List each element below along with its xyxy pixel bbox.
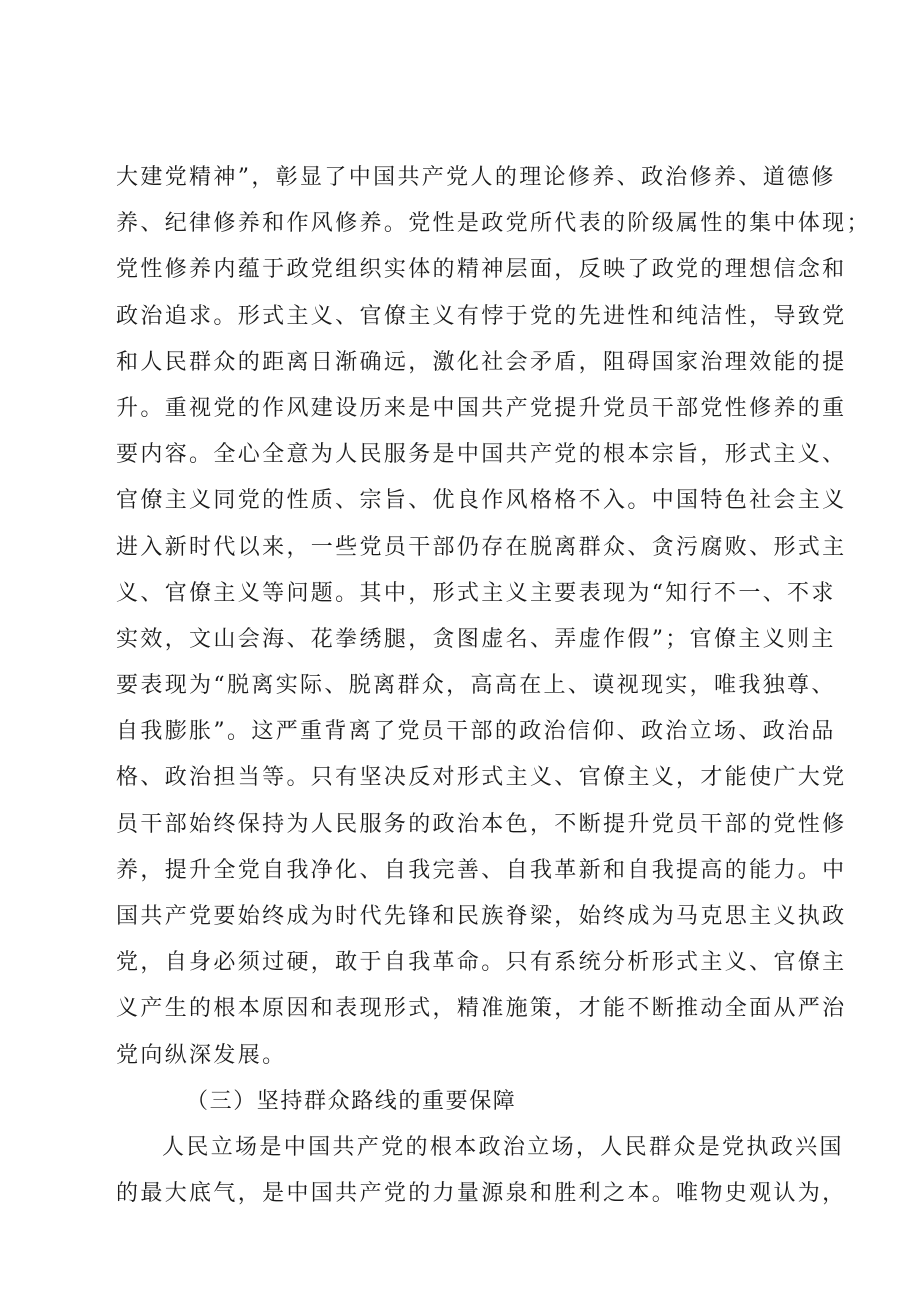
text-line: 要内容。全心全意为人民服务是中国共产党的根本宗旨，形式主义、: [116, 442, 847, 468]
text-line: 党性修养内蕴于政党组织实体的精神层面，反映了政党的理想信念和: [116, 257, 847, 283]
text-line: 党，自身必须过硬，敢于自我革命。只有系统分析形式主义、官僚主: [116, 950, 847, 976]
text-line: 实效，文山会海、花拳绣腿，贪图虚名、弄虚作假”；官僚主义则主: [116, 626, 836, 652]
text-line: 国共产党要始终成为时代先锋和民族脊梁，始终成为马克思主义执政: [116, 904, 847, 929]
text-line: 人民立场是中国共产党的根本政治立场，人民群众是党执政兴国: [162, 1134, 844, 1160]
text-line: 升。重视党的作风建设历来是中国共产党提升党员干部党性修养的重: [116, 395, 847, 421]
text-line: 格、政治担当等。只有坚决反对形式主义、官僚主义，才能使广大党: [116, 765, 847, 791]
text-line: 政治追求。形式主义、官僚主义有悖于党的先进性和纯洁性，导致党: [116, 303, 847, 329]
text-line: 官僚主义同党的性质、宗旨、优良作风格格不入。中国特色社会主义: [116, 488, 847, 514]
text-line: 员干部始终保持为人民服务的政治本色，不断提升党员干部的党性修: [116, 811, 847, 837]
text-line: 进入新时代以来，一些党员干部仍存在脱离群众、贪污腐败、形式主: [116, 534, 847, 560]
text-line: 大建党精神”，彰显了中国共产党人的理论修养、政治修养、道德修: [116, 165, 836, 190]
text-line: 和人民群众的距离日渐确远，激化社会矛盾，阻碍国家治理效能的提: [116, 349, 847, 375]
text-line: 义、官僚主义等问题。其中，形式主义主要表现为“知行不一、不求: [116, 580, 836, 606]
text-line: 养、纪律修养和作风修养。党性是政党所代表的阶级属性的集中体现；: [116, 211, 871, 237]
document-body: [116, 155, 871, 1217]
text-line: 要表现为“脱离实际、脱离群众，高高在上、谟视现实，唯我独尊、: [116, 673, 836, 699]
text-line: 党向纵深发展。: [116, 1042, 287, 1068]
section-heading: （三）坚持群众路线的重要保障: [186, 1088, 517, 1114]
text-line: 自我膨胀”。这严重背离了党员干部的政治信仰、政治立场、政治品: [116, 719, 836, 745]
text-line: 的最大底气，是中国共产党的力量源泉和胜利之本。唯物史观认为，: [116, 1181, 847, 1207]
text-line: 义产生的根本原因和表现形式，精准施策，才能不断推动全面从严治: [116, 996, 847, 1022]
text-line: 养，提升全党自我净化、自我完善、自我革新和自我提高的能力。中: [116, 857, 847, 883]
